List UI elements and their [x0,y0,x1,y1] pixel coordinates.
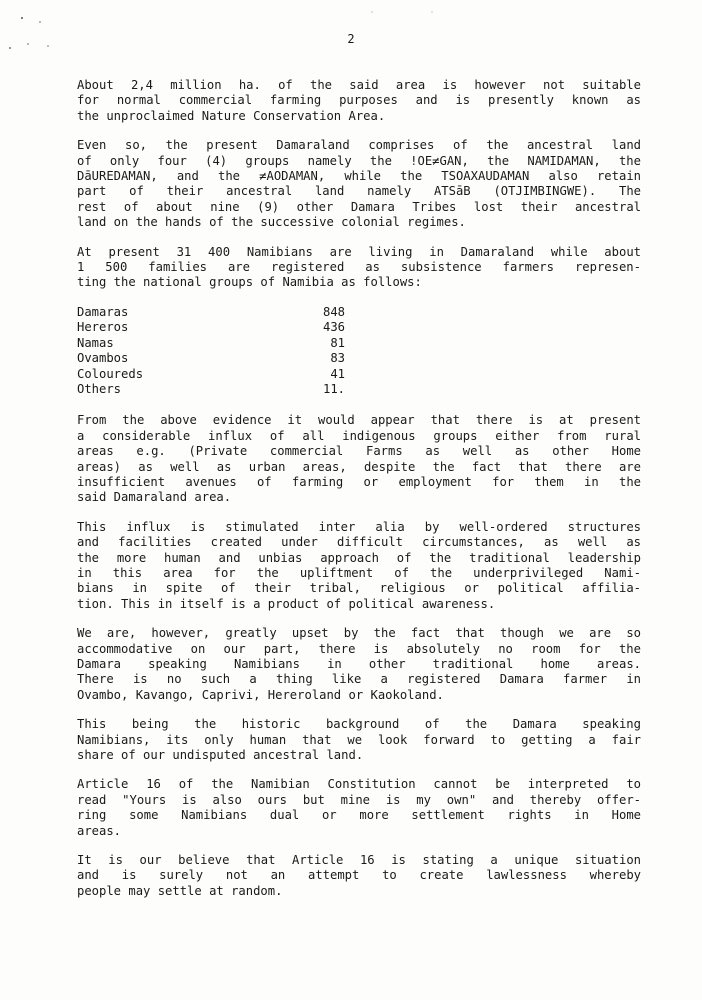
table-row [77,305,345,320]
table-row [77,320,345,335]
group-name: Ovambos [77,351,129,366]
paragraph-line: This influx is stimulated inter alia by well-ordered structures [77,519,641,534]
paragraph-line: Namibians, its only human that we look forward to getting a fair [77,732,641,747]
group-name: Coloureds [77,366,144,381]
paragraph-line: ring some Namibians dual or more settlement rights in Home [77,808,641,823]
table-row [77,382,345,397]
group-count: 81 [330,335,345,350]
paragraph [77,78,641,124]
paragraph-line: land on the hands of the successive colonial regimes. [77,215,466,230]
paragraph [77,777,641,839]
paragraph-line: It is our believe that Article 16 is stating a unique situation [77,853,641,868]
paragraph-line: and facilities created under difficult circumstances, as well as [77,535,641,550]
paragraph [77,138,641,230]
paragraph-line: From the above evidence it would appear that there is at present [77,413,641,428]
groups-table [77,305,345,397]
paragraphs-after-table [77,413,641,899]
paragraph-line: a considerable influx of all indigenous groups either from rural [77,428,641,443]
paragraph-line: bians in spite of their tribal, religious or political affilia- [77,581,641,596]
paragraph-line: ting the national groups of Namibia as follows: [77,275,422,290]
paragraph-line: the unproclaimed Nature Conservation Area. [77,108,386,123]
group-name: Damaras [77,304,129,319]
paragraph-line: rest of about nine (9) other Damara Tribes lost their ancestral [77,199,641,214]
paragraph [77,853,641,899]
paragraph-line: said Damaraland area. [77,490,232,505]
paragraph-line: for normal commercial farming purposes and is presently known as [77,93,641,108]
table-row [77,351,345,366]
page-number: 2 [347,32,355,46]
paragraph [77,520,641,612]
group-count: 83 [330,351,345,366]
paragraph-line: areas. [77,823,122,838]
paragraph-line: insufficient avenues of farming or employment for them in the [77,474,641,489]
paragraph-line: accommodative on our part, there is absolutely no room for the [77,641,641,656]
group-name: Others [77,381,122,396]
paragraph-line: the more human and unbias approach of the traditional leadership [77,550,641,565]
paragraph-line: read "Yours is also ours but mine is my own" and thereby offer- [77,792,641,807]
paragraph-line: tion. This in itself is a product of political awareness. [77,596,496,611]
paragraph-line: part of their ancestral land namely ATSāB (OTJIMBINGWE). The [77,184,641,199]
paragraph-line: 1 500 families are registered as subsistence farmers represen- [77,260,641,275]
paragraph-line: areas) as well as urban areas, despite the fact that there are [77,459,641,474]
paragraph-line: areas e.g. (Private commercial Farms as well as other Home [77,444,641,459]
paragraph-line: and is surely not an attempt to create lawlessness whereby [77,868,641,883]
paragraph-line: of only four (4) groups namely the !OE≠GAN, the NAMIDAMAN, the [77,153,641,168]
paragraph-line: There is no such a thing like a registered Damara farmer in [77,672,641,687]
paragraph-line: share of our undisputed ancestral land. [77,748,364,763]
paragraph-line: people may settle at random. [77,883,283,898]
paragraphs-before-table [77,78,641,291]
group-count: 11. [322,381,345,396]
paragraph [77,626,641,703]
paragraph-line: in this area for the upliftment of the underprivileged Nami- [77,565,641,580]
paragraph-line: Article 16 of the Namibian Constitution cannot be interpreted to [77,777,641,792]
group-count: 436 [322,320,345,335]
paragraph [77,413,641,505]
group-count: 848 [322,304,345,319]
paragraph [77,245,641,291]
paragraph-line: Even so, the present Damaraland comprises of the ancestral land [77,138,641,153]
paragraph-line: At present 31 400 Namibians are living in Damaraland while about [77,244,641,259]
paragraph-line: Damara speaking Namibians in other traditional home areas. [77,657,641,671]
table-row [77,367,345,382]
paragraph-line: DāUREDAMAN, and the ≠AODAMAN, while the TSOAXAUDAMAN also retain [77,169,641,184]
paragraph-line: We are, however, greatly upset by the fact that though we are so [77,626,641,641]
group-name: Hereros [77,320,129,335]
paragraph [77,717,641,763]
table-row [77,336,345,351]
group-count: 41 [330,366,345,381]
group-name: Namas [77,335,114,350]
paragraph-line: Ovambo, Kavango, Caprivi, Hereroland or Kaokoland. [77,687,444,702]
paragraph-line: This being the historic background of the Damara speaking [77,717,641,732]
document-body [77,78,641,913]
paragraph-line: About 2,4 million ha. of the said area is however not suitable [77,78,641,92]
